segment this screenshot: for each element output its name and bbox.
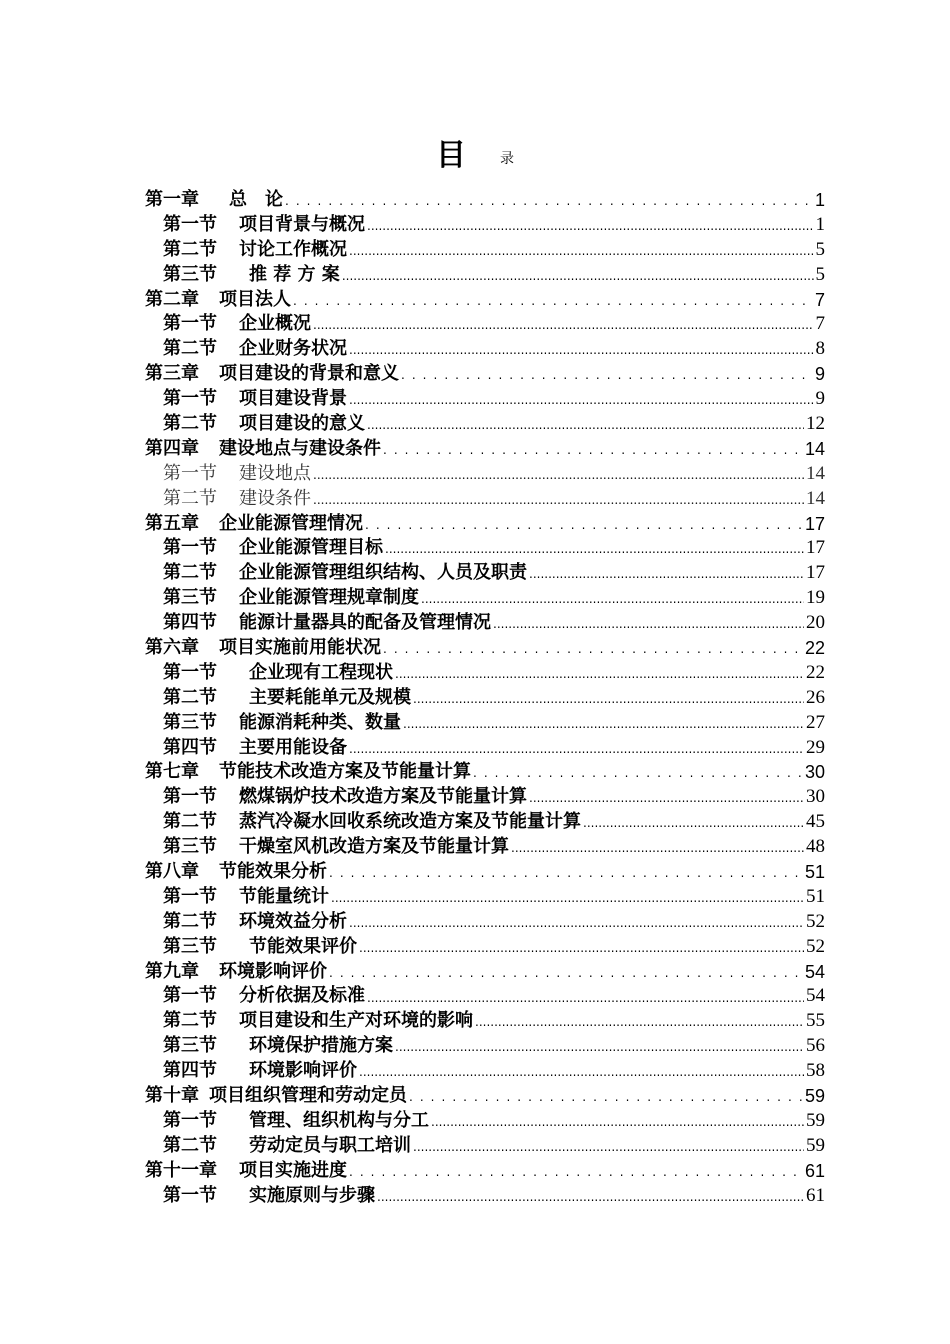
toc-entry-title: 企业能源管理规章制度 (239, 587, 419, 609)
toc-entry-title: 项目实施前用能状况 (219, 637, 381, 659)
toc-section-entry[interactable] (145, 985, 825, 1010)
toc-entry-number: 第三节 (163, 935, 217, 957)
toc-page-number: 17 (804, 513, 825, 534)
toc-entry-title: 劳动定员与职工培训 (249, 1134, 411, 1156)
toc-page-number: 14 (804, 438, 825, 459)
toc-section-entry[interactable] (145, 810, 825, 835)
dot-leader (367, 412, 804, 437)
toc-entry-label (145, 188, 283, 213)
dot-leader (493, 611, 804, 636)
toc-entry-title: 主要用能设备 (239, 736, 347, 758)
toc-entry-number: 第一节 (163, 786, 217, 808)
toc-page-number: 52 (806, 910, 825, 932)
toc-section-entry[interactable] (145, 263, 825, 288)
toc-entry-title: 环境保护措施方案 (249, 1035, 393, 1057)
toc-entry-label (145, 960, 327, 985)
toc-title-main: 目 (436, 138, 466, 173)
toc-entry-number: 第四节 (163, 736, 217, 758)
toc-entry-label (163, 736, 347, 761)
toc-entry-label (163, 387, 347, 412)
toc-page-number: 59 (806, 1109, 825, 1131)
toc-page-number: 7 (815, 313, 825, 335)
toc-page-number: 54 (804, 961, 825, 982)
toc-chapter-entry[interactable] (145, 188, 825, 213)
toc-entry-title: 能源计量器具的配备及管理情况 (239, 612, 491, 634)
toc-page-number: 51 (804, 862, 825, 883)
dot-leader (365, 512, 803, 537)
dot-leader (349, 910, 804, 935)
toc-entry-title: 企业财务状况 (239, 338, 347, 360)
toc-entry-title: 能源消耗种类、数量 (239, 711, 401, 733)
toc-chapter-entry[interactable] (145, 860, 825, 885)
toc-entry-title: 管理、组织机构与分工 (249, 1109, 429, 1131)
toc-section-entry[interactable] (145, 312, 825, 337)
dot-leader (359, 1059, 804, 1084)
toc-entry-label (163, 213, 365, 238)
toc-entry-title: 蒸汽冷凝水回收系统改造方案及节能量计算 (239, 811, 581, 833)
toc-title (0, 130, 950, 174)
toc-page-number: 12 (806, 413, 825, 434)
toc-page-number: 20 (806, 612, 825, 634)
toc-entry-label (163, 561, 527, 586)
toc-chapter-entry[interactable] (145, 1084, 825, 1109)
toc-entry-label (163, 412, 365, 437)
table-of-contents (145, 188, 825, 1209)
dot-leader (329, 960, 803, 985)
toc-page-number: 1 (814, 189, 825, 210)
dot-leader (329, 860, 803, 885)
toc-entry-label (163, 611, 491, 636)
toc-page-number: 52 (806, 935, 825, 957)
toc-entry-number: 第二节 (163, 910, 217, 932)
toc-entry-title: 项目实施进度 (239, 1159, 347, 1181)
dot-leader (409, 1084, 803, 1109)
toc-entry-label (145, 362, 399, 387)
dot-leader (383, 437, 803, 462)
toc-section-entry[interactable] (145, 910, 825, 935)
toc-entry-title: 项目建设的背景和意义 (219, 363, 399, 385)
toc-section-entry[interactable] (145, 213, 825, 238)
toc-entry-title: 节能量统计 (239, 885, 329, 907)
dot-leader (473, 760, 803, 785)
toc-section-entry[interactable] (145, 935, 825, 960)
toc-entry-number: 第一节 (163, 462, 217, 484)
toc-page-number: 9 (814, 364, 825, 385)
dot-leader (475, 1009, 804, 1034)
toc-entry-title: 分析依据及标准 (239, 985, 365, 1007)
toc-entry-label (163, 1059, 357, 1084)
toc-entry-number: 第一节 (163, 885, 217, 907)
toc-chapter-entry[interactable] (145, 512, 825, 537)
toc-entry-label (163, 835, 509, 860)
toc-entry-label (163, 661, 393, 686)
toc-entry-number: 第七章 (145, 761, 199, 783)
dot-leader (529, 561, 804, 586)
dot-leader (367, 985, 804, 1010)
toc-entry-number: 第三节 (163, 587, 217, 609)
toc-chapter-entry[interactable] (145, 960, 825, 985)
toc-section-entry[interactable] (145, 487, 825, 512)
toc-entry-label (145, 288, 291, 313)
dot-leader (349, 1159, 803, 1184)
dot-leader (313, 487, 804, 512)
toc-section-entry[interactable] (145, 462, 825, 487)
toc-page-number: 22 (804, 638, 825, 659)
toc-entry-label (145, 636, 381, 661)
dot-leader (529, 785, 804, 810)
dot-leader (349, 387, 814, 412)
toc-entry-number: 第二章 (145, 288, 199, 310)
toc-section-entry[interactable] (145, 1009, 825, 1034)
toc-entry-number: 第三节 (163, 1035, 217, 1057)
toc-entry-title: 环境效益分析 (239, 910, 347, 932)
toc-entry-title: 建设地点 (239, 462, 311, 484)
toc-page-number: 17 (806, 537, 825, 559)
toc-section-entry[interactable] (145, 536, 825, 561)
dot-leader (349, 736, 804, 761)
toc-entry-title: 建设条件 (239, 487, 311, 509)
toc-page-number: 26 (806, 686, 825, 708)
toc-entry-label (145, 1159, 347, 1184)
dot-leader (385, 536, 804, 561)
toc-entry-number: 第一节 (163, 388, 217, 410)
toc-entry-label (163, 885, 329, 910)
dot-leader (349, 238, 814, 263)
dot-leader (377, 1184, 804, 1209)
toc-entry-number: 第二节 (163, 1010, 217, 1032)
toc-page-number: 27 (806, 711, 825, 733)
toc-entry-label (163, 935, 357, 960)
toc-entry-title: 总 论 (229, 188, 283, 210)
toc-section-entry[interactable] (145, 785, 825, 810)
toc-section-entry[interactable] (145, 661, 825, 686)
toc-page-number: 17 (806, 562, 825, 584)
toc-entry-title: 干燥室风机改造方案及节能量计算 (239, 836, 509, 858)
toc-entry-title: 企业能源管理目标 (239, 537, 383, 559)
toc-entry-number: 第四节 (163, 612, 217, 634)
dot-leader (431, 1109, 804, 1134)
toc-entry-number: 第二节 (163, 238, 217, 260)
toc-entry-title: 建设地点与建设条件 (219, 437, 381, 459)
toc-page-number: 56 (806, 1035, 825, 1057)
toc-page-number: 14 (806, 462, 825, 484)
dot-leader (413, 686, 804, 711)
toc-entry-label (145, 512, 363, 537)
toc-entry-label (163, 1184, 375, 1209)
toc-entry-label (163, 1009, 473, 1034)
dot-leader (367, 213, 814, 238)
toc-entry-label (163, 263, 340, 288)
toc-page-number: 7 (814, 289, 825, 310)
toc-entry-number: 第六章 (145, 637, 199, 659)
toc-entry-label (163, 487, 311, 512)
toc-entry-label (145, 437, 381, 462)
toc-entry-number: 第二节 (163, 338, 217, 360)
toc-page-number: 59 (806, 1134, 825, 1156)
toc-entry-number: 第一章 (145, 188, 199, 210)
toc-entry-label (163, 686, 411, 711)
toc-page-number: 8 (815, 338, 825, 360)
toc-entry-number: 第二节 (163, 1134, 217, 1156)
toc-entry-number: 第十章 (145, 1085, 199, 1107)
toc-section-entry[interactable] (145, 337, 825, 362)
toc-chapter-entry[interactable] (145, 437, 825, 462)
toc-entry-label (163, 337, 347, 362)
toc-section-entry[interactable] (145, 835, 825, 860)
toc-page-number: 45 (806, 811, 825, 833)
toc-section-entry[interactable] (145, 711, 825, 736)
toc-page-number: 22 (806, 661, 825, 683)
toc-entry-label (163, 238, 347, 263)
toc-entry-label (163, 586, 419, 611)
toc-page-number: 61 (806, 1184, 825, 1206)
dot-leader (583, 810, 804, 835)
toc-entry-number: 第二节 (163, 413, 217, 434)
toc-entry-label (163, 785, 527, 810)
toc-entry-label (145, 760, 471, 785)
toc-entry-title: 推 荐 方 案 (249, 263, 340, 285)
toc-section-entry[interactable] (145, 736, 825, 761)
toc-section-entry[interactable] (145, 387, 825, 412)
toc-entry-number: 第一节 (163, 985, 217, 1007)
toc-entry-title: 节能技术改造方案及节能量计算 (219, 761, 471, 783)
toc-entry-title: 项目法人 (219, 288, 291, 310)
toc-entry-title: 项目建设背景 (239, 388, 347, 410)
toc-section-entry[interactable] (145, 1184, 825, 1209)
toc-entry-label (163, 711, 401, 736)
toc-entry-label (163, 536, 383, 561)
toc-page-number: 19 (806, 587, 825, 609)
toc-entry-number: 第九章 (145, 960, 199, 982)
toc-entry-number: 第二节 (163, 487, 217, 509)
toc-page-number: 58 (806, 1060, 825, 1082)
toc-chapter-entry[interactable] (145, 288, 825, 313)
dot-leader (403, 711, 804, 736)
toc-entry-number: 第四章 (145, 437, 199, 459)
toc-section-entry[interactable] (145, 1134, 825, 1159)
toc-page-number: 1 (815, 213, 825, 235)
dot-leader (395, 661, 804, 686)
dot-leader (511, 835, 804, 860)
toc-entry-number: 第二节 (163, 811, 217, 833)
dot-leader (413, 1134, 804, 1159)
toc-entry-label (163, 1034, 393, 1059)
dot-leader (331, 885, 804, 910)
dot-leader (359, 935, 804, 960)
toc-entry-number: 第二节 (163, 686, 217, 708)
dot-leader (285, 188, 813, 213)
dot-leader (342, 263, 814, 288)
toc-page-number: 30 (806, 786, 825, 808)
toc-section-entry[interactable] (145, 412, 825, 437)
toc-entry-title: 企业概况 (239, 313, 311, 335)
toc-page-number: 59 (804, 1086, 825, 1107)
toc-page-number: 55 (806, 1010, 825, 1032)
toc-section-entry[interactable] (145, 238, 825, 263)
toc-chapter-entry[interactable] (145, 362, 825, 387)
toc-page-number: 51 (806, 885, 825, 907)
toc-entry-number: 第一节 (163, 213, 217, 235)
toc-entry-label (163, 312, 311, 337)
toc-entry-number: 第二节 (163, 562, 217, 584)
toc-entry-title: 项目建设的意义 (239, 413, 365, 434)
dot-leader (313, 462, 804, 487)
toc-page-number: 5 (815, 263, 825, 285)
toc-page-number: 9 (815, 388, 825, 410)
toc-entry-number: 第一节 (163, 661, 217, 683)
toc-section-entry[interactable] (145, 561, 825, 586)
toc-section-entry[interactable] (145, 586, 825, 611)
toc-entry-number: 第一节 (163, 537, 217, 559)
toc-page-number: 5 (815, 238, 825, 260)
toc-entry-title: 主要耗能单元及规模 (249, 686, 411, 708)
toc-entry-label (145, 860, 327, 885)
toc-entry-number: 第四节 (163, 1060, 217, 1082)
toc-entry-title: 企业现有工程现状 (249, 661, 393, 683)
dot-leader (383, 636, 803, 661)
dot-leader (395, 1034, 804, 1059)
toc-entry-title: 燃煤锅炉技术改造方案及节能量计算 (239, 786, 527, 808)
toc-title-sub: 录 (500, 151, 514, 167)
toc-entry-title: 项目组织管理和劳动定员 (209, 1085, 407, 1107)
toc-entry-title: 节能效果评价 (249, 935, 357, 957)
toc-page-number: 29 (806, 736, 825, 758)
dot-leader (349, 337, 814, 362)
toc-page-number: 61 (804, 1160, 825, 1181)
toc-entry-title: 企业能源管理组织结构、人员及职责 (239, 562, 527, 584)
toc-entry-label (145, 1084, 407, 1109)
toc-entry-number: 第一节 (163, 1184, 217, 1206)
toc-entry-number: 第三节 (163, 836, 217, 858)
toc-chapter-entry[interactable] (145, 760, 825, 785)
toc-entry-number: 第十一章 (145, 1159, 217, 1181)
toc-page-number: 54 (806, 985, 825, 1007)
toc-entry-title: 讨论工作概况 (239, 238, 347, 260)
toc-entry-number: 第三章 (145, 363, 199, 385)
toc-entry-label (163, 984, 365, 1009)
toc-page-number: 48 (806, 836, 825, 858)
toc-section-entry[interactable] (145, 1034, 825, 1059)
toc-entry-label (163, 810, 581, 835)
toc-entry-label (163, 1109, 429, 1134)
toc-entry-title: 环境影响评价 (249, 1060, 357, 1082)
toc-section-entry[interactable] (145, 1109, 825, 1134)
dot-leader (421, 586, 804, 611)
toc-entry-number: 第八章 (145, 861, 199, 883)
toc-section-entry[interactable] (145, 885, 825, 910)
dot-leader (401, 362, 813, 387)
toc-section-entry[interactable] (145, 686, 825, 711)
toc-entry-label (163, 910, 347, 935)
toc-entry-label (163, 1134, 411, 1159)
toc-entry-number: 第一节 (163, 313, 217, 335)
toc-section-entry[interactable] (145, 611, 825, 636)
toc-entry-title: 项目建设和生产对环境的影响 (239, 1010, 473, 1032)
toc-entry-number: 第五章 (145, 512, 199, 534)
toc-chapter-entry[interactable] (145, 636, 825, 661)
dot-leader (293, 288, 813, 313)
toc-page-number: 30 (804, 762, 825, 783)
toc-page-number: 14 (806, 487, 825, 509)
toc-entry-number: 第三节 (163, 711, 217, 733)
toc-entry-number: 第一节 (163, 1109, 217, 1131)
toc-entry-number: 第三节 (163, 263, 217, 285)
toc-entry-label (163, 462, 311, 487)
dot-leader (313, 312, 814, 337)
toc-chapter-entry[interactable] (145, 1159, 825, 1184)
toc-entry-title: 环境影响评价 (219, 960, 327, 982)
toc-entry-title: 项目背景与概况 (239, 213, 365, 235)
toc-entry-title: 实施原则与步骤 (249, 1184, 375, 1206)
toc-section-entry[interactable] (145, 1059, 825, 1084)
toc-entry-title: 企业能源管理情况 (219, 512, 363, 534)
toc-entry-title: 节能效果分析 (219, 861, 327, 883)
